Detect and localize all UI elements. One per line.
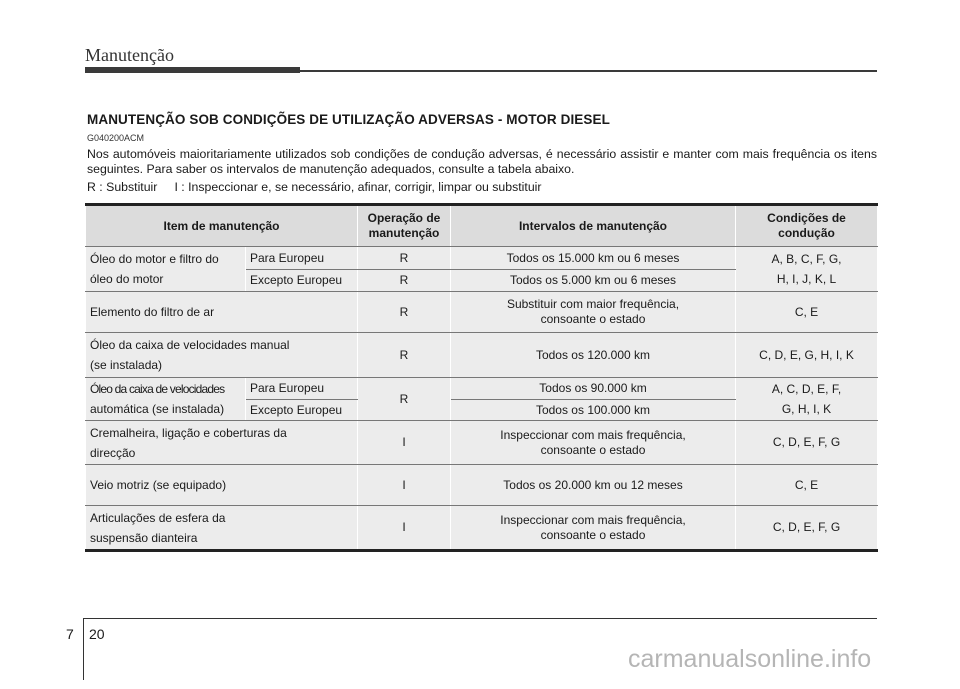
cell-sub-european: Para Europeu [246,247,358,270]
item-line: (se instalada) [90,358,163,372]
cell-interval: Todos os 5.000 km ou 6 meses [451,270,736,292]
cell-interval: Todos os 90.000 km [451,378,736,400]
section-title: MANUTENÇÃO SOB CONDIÇÕES DE UTILIZAÇÃO ADVERSAS - MOTOR DIESEL [87,112,610,127]
cell-sub-non-european: Excepto Europeu [246,270,358,292]
cell-item-auto-gearbox [86,378,246,421]
cond-line: G, H, I, K [781,402,832,416]
cell-item-ball-joints [86,506,358,551]
cell-operation: I [358,421,451,465]
cell-interval: Todos os 100.000 km [451,400,736,421]
cell-interval: Todos os 15.000 km ou 6 meses [451,247,736,270]
legend-text: R : Substituir I : Inspeccionar e, se necessário, afinar, corrigir, limpar ou substituir [87,180,542,194]
cell-item-manual-gearbox [86,333,358,378]
intro-paragraph: Nos automóveis maioritariamente utilizados sob condições de condução adversas, é necessário assistir e manter com mais frequência os itens seguintes. Para saber os intervalos de manutenção adequados, consulte a tabela abaixo. [87,147,877,176]
cond-line: A, C, D, E, F, [771,382,842,396]
item-line: suspensão dianteira [90,530,198,545]
interval-line: consoante o estado [540,442,646,457]
interval-line: Inspeccionar com mais frequência, [500,512,686,527]
table-header-row [86,205,878,247]
header-item: Item de manutenção [86,205,358,247]
item-line: Articulações de esfera da [90,510,226,525]
cell-conditions: C, D, E, G, H, I, K [736,333,878,378]
cell-interval [451,506,736,551]
cell-operation: R [358,292,451,333]
chapter-title: Manutenção [85,45,174,65]
page-footer-rule [83,618,877,619]
cell-operation: R [358,270,451,292]
cell-interval: Todos os 20.000 km ou 12 meses [451,465,736,506]
table-row [86,465,878,506]
cell-item-steering [86,421,358,465]
item-line: Óleo da caixa de velocidades [90,382,225,396]
page-number: 20 [89,626,105,642]
cond-line: H, I, J, K, L [776,272,837,286]
cell-interval [451,421,736,465]
table-row [86,247,878,270]
page-footer-separator [83,618,84,680]
cell-conditions: C, E [736,465,878,506]
interval-line: Substituir com maior frequência, [506,297,680,311]
interval-line: consoante o estado [540,527,646,542]
cell-conditions [736,378,878,421]
item-line: automática (se instalada) [90,402,225,416]
cell-operation: R [358,378,451,421]
table-row [86,378,878,400]
cell-interval [451,292,736,333]
item-line: Óleo do motor e filtro do [90,252,219,266]
cell-item-drive-shaft: Veio motriz (se equipado) [86,465,358,506]
cell-operation: R [358,333,451,378]
table-row [86,292,878,333]
cell-sub-non-european: Excepto Europeu [246,400,358,421]
header-conditions: Condições de condução [736,205,878,247]
item-line: direcção [90,445,136,460]
cell-sub-european: Para Europeu [246,378,358,400]
cell-operation: R [358,247,451,270]
chapter-bar-thin [300,70,877,72]
item-line: Óleo da caixa de velocidades manual [90,338,290,352]
cell-item-air-filter: Elemento do filtro de ar [86,292,358,333]
cell-conditions: C, E [736,292,878,333]
section-code: G040200ACM [87,133,145,143]
header-operation: Operação de manutenção [358,205,451,247]
cell-operation: I [358,465,451,506]
watermark: carmanualsonline.info [628,645,872,673]
cell-conditions: C, D, E, F, G [736,506,878,551]
cond-line: A, B, C, F, G, [771,252,842,266]
interval-line: Inspeccionar com mais frequência, [500,427,686,442]
cell-conditions: C, D, E, F, G [736,421,878,465]
cell-operation: I [358,506,451,551]
table-row [86,506,878,551]
item-line: Cremalheira, ligação e coberturas da [90,425,287,440]
table-row [86,333,878,378]
item-line: óleo do motor [90,272,164,286]
table-row [86,421,878,465]
maintenance-table [85,203,878,552]
cell-item-engine-oil [86,247,246,292]
chapter-number: 7 [66,626,74,642]
chapter-bar-thick [85,67,300,73]
interval-line: consoante o estado [540,312,646,326]
cell-conditions [736,247,878,292]
cell-interval: Todos os 120.000 km [451,333,736,378]
header-interval: Intervalos de manutenção [451,205,736,247]
